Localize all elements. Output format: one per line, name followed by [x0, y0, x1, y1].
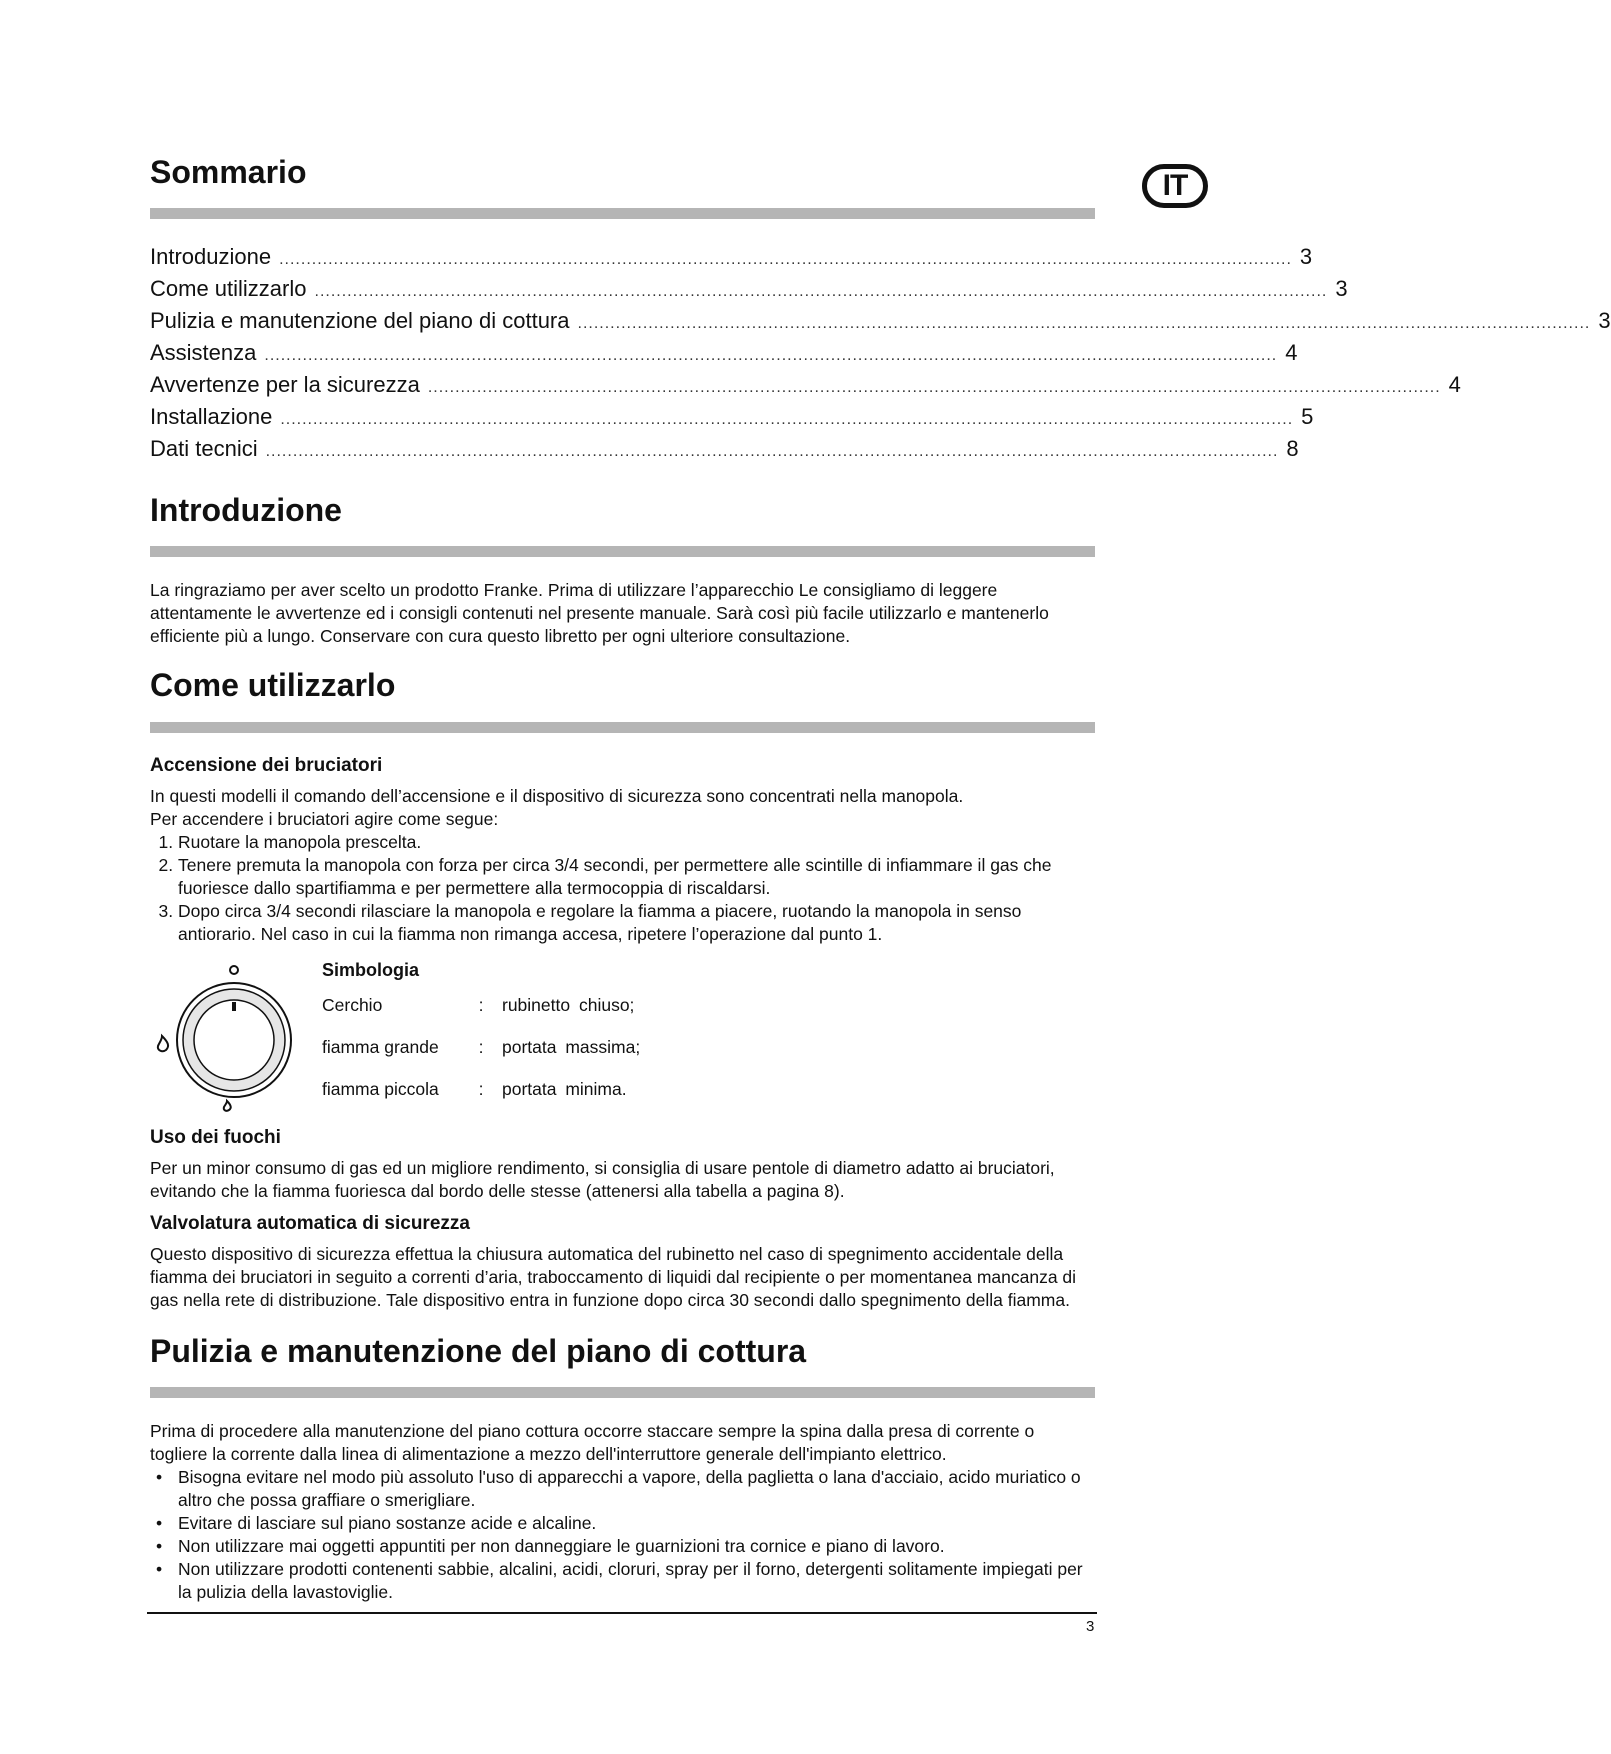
large-flame-icon: [158, 1036, 168, 1051]
cleaning-section: [150, 1334, 1095, 1604]
cleaning-bullet: • Evitare di lasciare sul piano sostanze acide e alcaline.: [178, 1512, 1095, 1535]
symbol-description: portata massima;: [502, 1036, 641, 1057]
toc-item[interactable]: [150, 401, 1314, 433]
knob-diagram: [150, 958, 320, 1118]
toc-leader: ..........................................................................................................................................................................................: [314, 283, 1328, 301]
fires-text: Per un minor consumo di gas ed un migliore rendimento, si consiglia di usare pentole di diametro adatto ai bruciatori, evitando che la fiamma fuoriesca dal bordo delle stesse (attenersi alla tabella a pagina 8).: [150, 1157, 1055, 1201]
usage-section: [150, 668, 1095, 1311]
toc-page: 3: [1598, 308, 1611, 334]
cleaning-bullet: • Non utilizzare mai oggetti appuntiti per non danneggiare le guarnizioni tra cornice e piano di lavoro.: [178, 1535, 1095, 1558]
knob-indicator: [232, 1002, 236, 1011]
toc-page: 5: [1301, 404, 1314, 430]
separator: :: [478, 1078, 484, 1099]
valve-text: Questo dispositivo di sicurezza effettua la chiusura automatica del rubinetto nel caso di spegnimento accidentale della fiamma dei bruciatori in seguito a correnti d’aria, traboccamento di liquidi dal recipiente o per momentanea mancanza di gas nella rete di distribuzione. Tale dispositivo entra in funzione dopo circa 30 secondi dallo spegnimento della fiamma.: [150, 1243, 1077, 1310]
language-badge: IT: [1142, 164, 1208, 208]
symbology-row: [322, 1079, 640, 1121]
toc-leader: ..........................................................................................................................................................................................: [577, 315, 1591, 333]
toc-item[interactable]: [150, 305, 1611, 337]
toc-page: 4: [1448, 372, 1461, 398]
ignition-step: 3. Dopo circa 3/4 secondi rilasciare la manopola e regolare la fiamma a piacere, ruotando la manopola in senso antiorario. Nel caso in cui la fiamma non rimanga accesa, ripetere l’operazione dal punto 1.: [178, 900, 1095, 946]
intro-section: [150, 493, 1095, 648]
section-divider: [150, 208, 1095, 219]
ignition-step: 2. Tenere premuta la manopola con forza per circa 3/4 secondi, per permettere alle scintille di infiammare il gas che fuoriesce dallo spartifiamma e per permettere alla termocoppia di riscaldarsi.: [178, 854, 1095, 900]
toc-item[interactable]: [150, 273, 1348, 305]
page-content: [150, 154, 1611, 1604]
ignition-title: Accensione dei bruciatori: [150, 754, 383, 776]
cleaning-title: Pulizia e manutenzione del piano di cottura: [150, 1332, 807, 1369]
symbology-block: [150, 958, 1095, 1121]
symbol-name: fiamma piccola: [322, 1078, 439, 1099]
cleaning-text: Prima di procedere alla manutenzione del piano cottura occorre staccare sempre la spina dalla presa di corrente o togliere la corrente dalla linea di alimentazione a mezzo dell'interruttore generale dell'impianto elettrico.: [150, 1420, 1035, 1464]
toc-page: 8: [1286, 436, 1299, 462]
symbol-name: Cerchio: [322, 994, 383, 1015]
symbology-title: Simbologia: [322, 959, 420, 980]
toc-leader: ..........................................................................................................................................................................................: [279, 251, 1292, 269]
section-divider: [150, 1387, 1095, 1398]
toc-page: 3: [1299, 244, 1313, 270]
symbol-description: rubinetto chiuso;: [502, 994, 635, 1015]
page-number: 3: [1086, 1618, 1095, 1635]
usage-title: Come utilizzarlo: [150, 667, 396, 704]
symbology-row: [322, 1037, 640, 1079]
toc-label: Assistenza: [150, 340, 257, 366]
valve-title: Valvolatura automatica di sicurezza: [150, 1212, 470, 1234]
cleaning-bullets: [150, 1466, 1095, 1604]
summary-section: [150, 154, 1611, 465]
ignition-text: In questi modelli il comando dell’accensione e il dispositivo di sicurezza sono concentrati nella manopola.: [150, 785, 964, 806]
symbol-description: portata minima.: [502, 1078, 627, 1099]
ignition-step: 1. Ruotare la manopola prescelta.: [178, 831, 1095, 854]
symbol-name: fiamma grande: [322, 1036, 439, 1057]
toc-label: Installazione: [150, 404, 273, 430]
symbology-row: [322, 995, 640, 1037]
toc-item[interactable]: [150, 241, 1313, 273]
small-flame-icon: [224, 1101, 231, 1111]
toc-item[interactable]: [150, 433, 1299, 465]
separator: :: [478, 1036, 484, 1057]
toc-label: Come utilizzarlo: [150, 276, 307, 302]
summary-title: Sommario: [150, 154, 307, 190]
toc-leader: ..........................................................................................................................................................................................: [265, 443, 1279, 461]
section-divider: [150, 722, 1095, 733]
intro-title: Introduzione: [150, 492, 342, 529]
intro-text: La ringraziamo per aver scelto un prodotto Franke. Prima di utilizzare l’apparecchio Le consigliamo di leggere attentamente le avvertenze ed i consigli contenuti nel presente manuale. Sarà così più facile utilizzarlo e mantenerlo efficiente più a lungo. Conservare con cura questo libretto per ogni ulteriore consultazione.: [150, 580, 1049, 647]
footer-rule: [147, 1612, 1097, 1614]
toc-label: Dati tecnici: [150, 436, 258, 462]
toc-label: Introduzione: [150, 244, 272, 270]
section-divider: [150, 546, 1095, 557]
toc-list: [150, 241, 1611, 465]
toc-item[interactable]: [150, 369, 1461, 401]
toc-leader: ..........................................................................................................................................................................................: [280, 411, 1294, 429]
ignition-steps: [150, 831, 1095, 946]
toc-leader: ..........................................................................................................................................................................................: [264, 347, 1278, 365]
toc-page: 4: [1285, 340, 1298, 366]
toc-leader: ..........................................................................................................................................................................................: [427, 379, 1441, 397]
knob-illustration: [150, 958, 320, 1118]
cleaning-bullet: • Bisogna evitare nel modo più assoluto l'uso di apparecchi a vapore, della paglietta o lana d'acciaio, acido muriatico o altro che possa graffiare o smerigliare.: [178, 1466, 1095, 1512]
toc-label: Avvertenze per la sicurezza: [150, 372, 420, 398]
knob-face: [194, 1000, 274, 1080]
cleaning-bullet: • Non utilizzare prodotti contenenti sabbie, alcalini, acidi, cloruri, spray per il forno, detergenti solitamente impiegati per la pulizia della lavastoviglie.: [178, 1558, 1095, 1604]
toc-page: 3: [1335, 276, 1348, 302]
fires-title: Uso dei fuochi: [150, 1126, 281, 1148]
ignition-text: Per accendere i bruciatori agire come segue:: [150, 808, 499, 829]
toc-item[interactable]: [150, 337, 1298, 369]
toc-label: Pulizia e manutenzione del piano di cottura: [150, 308, 570, 334]
symbology-table: [322, 958, 640, 1121]
closed-tap-icon: [230, 966, 238, 974]
separator: :: [478, 994, 484, 1015]
